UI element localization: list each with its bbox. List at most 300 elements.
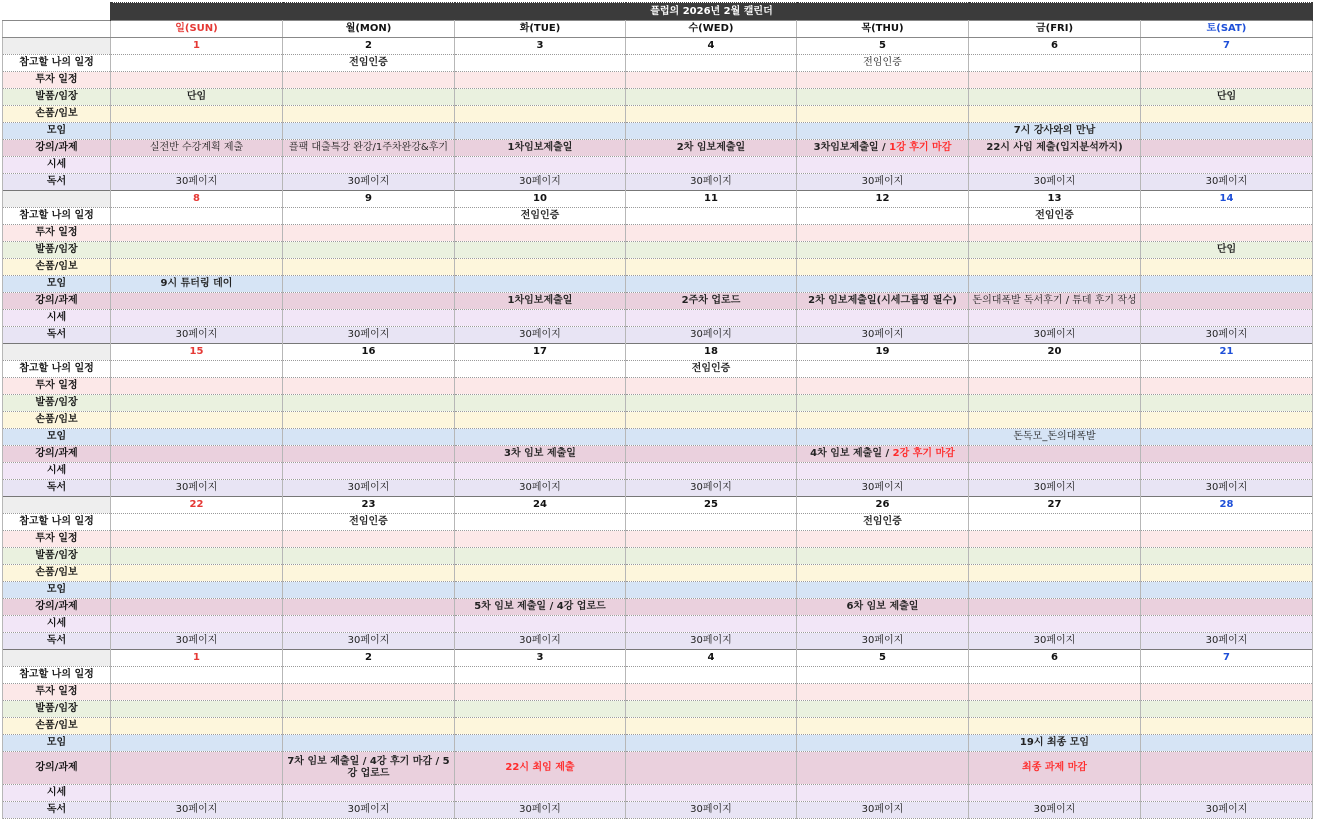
- schedule-cell[interactable]: [626, 684, 797, 701]
- schedule-cell[interactable]: [626, 55, 797, 72]
- schedule-cell[interactable]: [111, 412, 283, 429]
- schedule-cell[interactable]: [797, 225, 969, 242]
- schedule-cell[interactable]: 30페이지: [1141, 633, 1313, 650]
- schedule-cell[interactable]: [797, 140, 969, 157]
- schedule-cell[interactable]: [283, 718, 455, 735]
- schedule-cell[interactable]: 실전반 수강계획 제출: [111, 140, 283, 157]
- schedule-cell[interactable]: [1141, 565, 1313, 582]
- schedule-cell[interactable]: [626, 548, 797, 565]
- schedule-cell[interactable]: [111, 599, 283, 616]
- schedule-cell[interactable]: [797, 735, 969, 752]
- date-cell[interactable]: 26: [797, 497, 969, 514]
- schedule-cell[interactable]: [1141, 718, 1313, 735]
- date-cell[interactable]: 21: [1141, 344, 1313, 361]
- schedule-cell[interactable]: 1차임보제출일: [455, 293, 626, 310]
- schedule-cell[interactable]: [969, 242, 1141, 259]
- schedule-cell[interactable]: 2주차 업로드: [626, 293, 797, 310]
- schedule-cell[interactable]: [283, 463, 455, 480]
- schedule-cell[interactable]: [797, 429, 969, 446]
- schedule-cell[interactable]: [455, 463, 626, 480]
- schedule-cell[interactable]: [797, 565, 969, 582]
- schedule-cell[interactable]: [1141, 208, 1313, 225]
- schedule-cell[interactable]: [969, 463, 1141, 480]
- date-cell[interactable]: 2: [283, 38, 455, 55]
- schedule-cell[interactable]: [1141, 599, 1313, 616]
- schedule-cell[interactable]: [626, 616, 797, 633]
- schedule-cell[interactable]: [1141, 225, 1313, 242]
- schedule-cell[interactable]: 9시 튜터링 데이: [111, 276, 283, 293]
- schedule-cell[interactable]: [1141, 395, 1313, 412]
- schedule-cell[interactable]: [1141, 514, 1313, 531]
- schedule-cell[interactable]: 30페이지: [111, 174, 283, 191]
- schedule-cell[interactable]: 2차 임보제출일(시세그룹핑 필수): [797, 293, 969, 310]
- schedule-cell[interactable]: [1141, 310, 1313, 327]
- date-cell[interactable]: 1: [111, 38, 283, 55]
- date-cell[interactable]: 5: [797, 38, 969, 55]
- schedule-cell[interactable]: [626, 259, 797, 276]
- schedule-cell[interactable]: [283, 548, 455, 565]
- schedule-cell[interactable]: 30페이지: [1141, 802, 1313, 819]
- schedule-cell[interactable]: [455, 72, 626, 89]
- schedule-cell[interactable]: [1141, 378, 1313, 395]
- schedule-cell[interactable]: [969, 378, 1141, 395]
- schedule-cell[interactable]: [626, 276, 797, 293]
- date-cell[interactable]: 11: [626, 191, 797, 208]
- schedule-cell[interactable]: [969, 55, 1141, 72]
- date-cell[interactable]: 25: [626, 497, 797, 514]
- schedule-cell[interactable]: [455, 582, 626, 599]
- date-cell[interactable]: 1: [111, 650, 283, 667]
- schedule-cell[interactable]: 30페이지: [1141, 480, 1313, 497]
- schedule-cell[interactable]: [283, 157, 455, 174]
- schedule-cell[interactable]: [626, 531, 797, 548]
- schedule-cell[interactable]: [797, 259, 969, 276]
- schedule-cell[interactable]: 30페이지: [455, 633, 626, 650]
- schedule-cell[interactable]: [797, 582, 969, 599]
- date-cell[interactable]: 5: [797, 650, 969, 667]
- schedule-cell[interactable]: 단임: [1141, 89, 1313, 106]
- schedule-cell[interactable]: [969, 684, 1141, 701]
- schedule-cell[interactable]: [626, 310, 797, 327]
- date-cell[interactable]: 9: [283, 191, 455, 208]
- schedule-cell[interactable]: [1141, 293, 1313, 310]
- schedule-cell[interactable]: [797, 616, 969, 633]
- schedule-cell[interactable]: [626, 242, 797, 259]
- schedule-cell[interactable]: [283, 667, 455, 684]
- date-cell[interactable]: 15: [111, 344, 283, 361]
- schedule-cell[interactable]: [1141, 616, 1313, 633]
- schedule-cell[interactable]: [1141, 735, 1313, 752]
- schedule-cell[interactable]: [969, 259, 1141, 276]
- schedule-cell[interactable]: 30페이지: [797, 327, 969, 344]
- schedule-cell[interactable]: [969, 667, 1141, 684]
- schedule-cell[interactable]: [455, 276, 626, 293]
- schedule-cell[interactable]: [283, 361, 455, 378]
- schedule-cell[interactable]: [1141, 412, 1313, 429]
- schedule-cell[interactable]: [969, 225, 1141, 242]
- schedule-cell[interactable]: [455, 616, 626, 633]
- schedule-cell[interactable]: [111, 667, 283, 684]
- schedule-cell[interactable]: [455, 684, 626, 701]
- schedule-cell[interactable]: [455, 242, 626, 259]
- schedule-cell[interactable]: [455, 89, 626, 106]
- schedule-cell[interactable]: [111, 293, 283, 310]
- schedule-cell[interactable]: [111, 395, 283, 412]
- schedule-cell[interactable]: [111, 684, 283, 701]
- schedule-cell[interactable]: [283, 684, 455, 701]
- schedule-cell[interactable]: [111, 582, 283, 599]
- schedule-cell[interactable]: [797, 463, 969, 480]
- schedule-cell[interactable]: [455, 310, 626, 327]
- schedule-cell[interactable]: [455, 361, 626, 378]
- schedule-cell[interactable]: [1141, 752, 1313, 785]
- date-cell[interactable]: 14: [1141, 191, 1313, 208]
- schedule-cell[interactable]: [283, 310, 455, 327]
- schedule-cell[interactable]: [626, 582, 797, 599]
- schedule-cell[interactable]: [455, 565, 626, 582]
- schedule-cell[interactable]: [283, 565, 455, 582]
- schedule-cell[interactable]: [797, 361, 969, 378]
- schedule-cell[interactable]: [626, 157, 797, 174]
- schedule-cell[interactable]: [283, 276, 455, 293]
- schedule-cell[interactable]: 19시 최종 모임: [969, 735, 1141, 752]
- schedule-cell[interactable]: [797, 412, 969, 429]
- schedule-cell[interactable]: [969, 89, 1141, 106]
- date-cell[interactable]: 10: [455, 191, 626, 208]
- schedule-cell[interactable]: 전임인증: [455, 208, 626, 225]
- schedule-cell[interactable]: [283, 72, 455, 89]
- schedule-cell[interactable]: [969, 72, 1141, 89]
- schedule-cell[interactable]: [1141, 701, 1313, 718]
- schedule-cell[interactable]: [455, 514, 626, 531]
- schedule-cell[interactable]: [797, 785, 969, 802]
- schedule-cell[interactable]: [283, 395, 455, 412]
- schedule-cell[interactable]: [1141, 259, 1313, 276]
- schedule-cell[interactable]: [797, 684, 969, 701]
- schedule-cell[interactable]: [1141, 361, 1313, 378]
- schedule-cell[interactable]: 30페이지: [283, 327, 455, 344]
- schedule-cell[interactable]: 30페이지: [626, 802, 797, 819]
- schedule-cell[interactable]: [626, 123, 797, 140]
- schedule-cell[interactable]: [969, 412, 1141, 429]
- schedule-cell[interactable]: [626, 89, 797, 106]
- schedule-cell[interactable]: [797, 242, 969, 259]
- schedule-cell[interactable]: [455, 548, 626, 565]
- date-cell[interactable]: 20: [969, 344, 1141, 361]
- date-cell[interactable]: 18: [626, 344, 797, 361]
- schedule-cell[interactable]: [797, 310, 969, 327]
- schedule-cell[interactable]: [797, 123, 969, 140]
- schedule-cell[interactable]: [969, 157, 1141, 174]
- schedule-cell[interactable]: 돈의대폭발 독서후기 / 튜데 후기 작성: [969, 293, 1141, 310]
- schedule-cell[interactable]: 30페이지: [969, 633, 1141, 650]
- schedule-cell[interactable]: [969, 599, 1141, 616]
- schedule-cell[interactable]: [111, 123, 283, 140]
- schedule-cell[interactable]: [1141, 123, 1313, 140]
- schedule-cell[interactable]: [969, 718, 1141, 735]
- schedule-cell[interactable]: 전임인증: [797, 55, 969, 72]
- schedule-cell[interactable]: 30페이지: [111, 633, 283, 650]
- schedule-cell[interactable]: [626, 599, 797, 616]
- schedule-cell[interactable]: [1141, 684, 1313, 701]
- schedule-cell[interactable]: [626, 463, 797, 480]
- schedule-cell[interactable]: [111, 106, 283, 123]
- schedule-cell[interactable]: [626, 785, 797, 802]
- schedule-cell[interactable]: 30페이지: [626, 480, 797, 497]
- schedule-cell[interactable]: [797, 395, 969, 412]
- schedule-cell[interactable]: 30페이지: [969, 174, 1141, 191]
- schedule-cell[interactable]: [626, 412, 797, 429]
- schedule-cell[interactable]: 1차임보제출일: [455, 140, 626, 157]
- schedule-cell[interactable]: [626, 514, 797, 531]
- schedule-cell[interactable]: [1141, 72, 1313, 89]
- schedule-cell[interactable]: 30페이지: [455, 174, 626, 191]
- schedule-cell[interactable]: [1141, 463, 1313, 480]
- schedule-cell[interactable]: [455, 412, 626, 429]
- schedule-cell[interactable]: [626, 446, 797, 463]
- schedule-cell[interactable]: 30페이지: [455, 802, 626, 819]
- schedule-cell[interactable]: [283, 412, 455, 429]
- schedule-cell[interactable]: 30페이지: [111, 480, 283, 497]
- date-cell[interactable]: 12: [797, 191, 969, 208]
- schedule-cell[interactable]: [1141, 55, 1313, 72]
- schedule-cell[interactable]: 22시 사임 제출(입지분석까지): [969, 140, 1141, 157]
- schedule-cell[interactable]: 30페이지: [797, 480, 969, 497]
- schedule-cell[interactable]: 단임: [111, 89, 283, 106]
- date-cell[interactable]: 3: [455, 38, 626, 55]
- schedule-cell[interactable]: [111, 565, 283, 582]
- schedule-cell[interactable]: [1141, 785, 1313, 802]
- schedule-cell[interactable]: [1141, 157, 1313, 174]
- schedule-cell[interactable]: [797, 667, 969, 684]
- schedule-cell[interactable]: [797, 106, 969, 123]
- schedule-cell[interactable]: [1141, 429, 1313, 446]
- schedule-cell[interactable]: [111, 446, 283, 463]
- date-cell[interactable]: 17: [455, 344, 626, 361]
- schedule-cell[interactable]: [455, 123, 626, 140]
- schedule-cell[interactable]: 전임인증: [969, 208, 1141, 225]
- schedule-cell[interactable]: [969, 395, 1141, 412]
- date-cell[interactable]: 7: [1141, 38, 1313, 55]
- schedule-cell[interactable]: 30페이지: [283, 480, 455, 497]
- date-cell[interactable]: 24: [455, 497, 626, 514]
- schedule-cell[interactable]: [969, 701, 1141, 718]
- date-cell[interactable]: 13: [969, 191, 1141, 208]
- schedule-cell[interactable]: 최종 과제 마감: [969, 752, 1141, 785]
- schedule-cell[interactable]: [969, 446, 1141, 463]
- schedule-cell[interactable]: [283, 446, 455, 463]
- schedule-cell[interactable]: [626, 718, 797, 735]
- schedule-cell[interactable]: [969, 276, 1141, 293]
- schedule-cell[interactable]: 30페이지: [111, 327, 283, 344]
- schedule-cell[interactable]: [797, 548, 969, 565]
- schedule-cell[interactable]: 22시 최임 제출: [455, 752, 626, 785]
- schedule-cell[interactable]: [455, 429, 626, 446]
- schedule-cell[interactable]: 전임인증: [797, 514, 969, 531]
- schedule-cell[interactable]: [797, 157, 969, 174]
- schedule-cell[interactable]: [455, 55, 626, 72]
- schedule-cell[interactable]: [626, 565, 797, 582]
- schedule-cell[interactable]: [455, 667, 626, 684]
- schedule-cell[interactable]: [797, 89, 969, 106]
- date-cell[interactable]: 7: [1141, 650, 1313, 667]
- schedule-cell[interactable]: [111, 429, 283, 446]
- schedule-cell[interactable]: [455, 106, 626, 123]
- schedule-cell[interactable]: [111, 361, 283, 378]
- schedule-cell[interactable]: 30페이지: [797, 174, 969, 191]
- schedule-cell[interactable]: [626, 752, 797, 785]
- schedule-cell[interactable]: [626, 225, 797, 242]
- schedule-cell[interactable]: [969, 582, 1141, 599]
- schedule-cell[interactable]: [111, 225, 283, 242]
- schedule-cell[interactable]: 30페이지: [797, 633, 969, 650]
- schedule-cell[interactable]: 30페이지: [626, 174, 797, 191]
- schedule-cell[interactable]: [111, 531, 283, 548]
- schedule-cell[interactable]: [283, 582, 455, 599]
- schedule-cell[interactable]: [626, 735, 797, 752]
- schedule-cell[interactable]: [111, 157, 283, 174]
- schedule-cell[interactable]: [111, 378, 283, 395]
- schedule-cell[interactable]: 5차 임보 제출일 / 4강 업로드: [455, 599, 626, 616]
- date-cell[interactable]: 23: [283, 497, 455, 514]
- schedule-cell[interactable]: [969, 514, 1141, 531]
- schedule-cell[interactable]: [283, 242, 455, 259]
- schedule-cell[interactable]: [283, 599, 455, 616]
- schedule-cell[interactable]: [283, 735, 455, 752]
- schedule-cell[interactable]: 7차 임보 제출일 / 4강 후기 마감 / 5강 업로드: [283, 752, 455, 785]
- schedule-cell[interactable]: 30페이지: [1141, 327, 1313, 344]
- schedule-cell[interactable]: [111, 310, 283, 327]
- schedule-cell[interactable]: [111, 718, 283, 735]
- schedule-cell[interactable]: [111, 55, 283, 72]
- date-cell[interactable]: 3: [455, 650, 626, 667]
- schedule-cell[interactable]: 30페이지: [1141, 174, 1313, 191]
- schedule-cell[interactable]: 30페이지: [455, 480, 626, 497]
- schedule-cell[interactable]: 30페이지: [283, 633, 455, 650]
- schedule-cell[interactable]: [969, 785, 1141, 802]
- schedule-cell[interactable]: [283, 259, 455, 276]
- schedule-cell[interactable]: [283, 123, 455, 140]
- schedule-cell[interactable]: [111, 548, 283, 565]
- schedule-cell[interactable]: [969, 361, 1141, 378]
- schedule-cell[interactable]: [455, 718, 626, 735]
- date-cell[interactable]: 8: [111, 191, 283, 208]
- schedule-cell[interactable]: [1141, 548, 1313, 565]
- schedule-cell[interactable]: 30페이지: [797, 802, 969, 819]
- schedule-cell[interactable]: [797, 752, 969, 785]
- schedule-cell[interactable]: [283, 701, 455, 718]
- schedule-cell[interactable]: [111, 735, 283, 752]
- schedule-cell[interactable]: [283, 616, 455, 633]
- date-cell[interactable]: 28: [1141, 497, 1313, 514]
- schedule-cell[interactable]: [797, 208, 969, 225]
- schedule-cell[interactable]: [1141, 531, 1313, 548]
- schedule-cell[interactable]: [283, 531, 455, 548]
- schedule-cell[interactable]: [797, 72, 969, 89]
- schedule-cell[interactable]: 전임인증: [283, 55, 455, 72]
- schedule-cell[interactable]: 30페이지: [969, 802, 1141, 819]
- schedule-cell[interactable]: [455, 531, 626, 548]
- schedule-cell[interactable]: 3차 임보 제출일: [455, 446, 626, 463]
- schedule-cell[interactable]: [455, 785, 626, 802]
- schedule-cell[interactable]: [1141, 667, 1313, 684]
- schedule-cell[interactable]: [283, 429, 455, 446]
- schedule-cell[interactable]: [797, 701, 969, 718]
- schedule-cell[interactable]: [626, 378, 797, 395]
- schedule-cell[interactable]: [283, 785, 455, 802]
- schedule-cell[interactable]: 전임인증: [283, 514, 455, 531]
- schedule-cell[interactable]: [797, 531, 969, 548]
- schedule-cell[interactable]: 30페이지: [111, 802, 283, 819]
- schedule-cell[interactable]: [111, 463, 283, 480]
- schedule-cell[interactable]: 30페이지: [626, 327, 797, 344]
- schedule-cell[interactable]: 30페이지: [969, 327, 1141, 344]
- schedule-cell[interactable]: [111, 752, 283, 785]
- schedule-cell[interactable]: [111, 242, 283, 259]
- schedule-cell[interactable]: [283, 208, 455, 225]
- schedule-cell[interactable]: 단임: [1141, 242, 1313, 259]
- date-cell[interactable]: 27: [969, 497, 1141, 514]
- schedule-cell[interactable]: [626, 395, 797, 412]
- schedule-cell[interactable]: [969, 531, 1141, 548]
- schedule-cell[interactable]: 7시 강사와의 만남: [969, 123, 1141, 140]
- date-cell[interactable]: 16: [283, 344, 455, 361]
- schedule-cell[interactable]: [455, 225, 626, 242]
- schedule-cell[interactable]: [111, 72, 283, 89]
- schedule-cell[interactable]: [626, 208, 797, 225]
- schedule-cell[interactable]: [1141, 582, 1313, 599]
- schedule-cell[interactable]: [455, 157, 626, 174]
- schedule-cell[interactable]: [626, 72, 797, 89]
- schedule-cell[interactable]: [283, 106, 455, 123]
- schedule-cell[interactable]: 2차 임보제출일: [626, 140, 797, 157]
- schedule-cell[interactable]: [1141, 276, 1313, 293]
- schedule-cell[interactable]: [455, 378, 626, 395]
- schedule-cell[interactable]: [455, 735, 626, 752]
- schedule-cell[interactable]: [626, 701, 797, 718]
- date-cell[interactable]: 6: [969, 38, 1141, 55]
- schedule-cell[interactable]: [283, 89, 455, 106]
- schedule-cell[interactable]: [1141, 446, 1313, 463]
- schedule-cell[interactable]: [1141, 106, 1313, 123]
- schedule-cell[interactable]: [626, 429, 797, 446]
- schedule-cell[interactable]: [797, 718, 969, 735]
- schedule-cell[interactable]: [455, 259, 626, 276]
- schedule-cell[interactable]: [797, 378, 969, 395]
- schedule-cell[interactable]: [455, 701, 626, 718]
- date-cell[interactable]: 2: [283, 650, 455, 667]
- schedule-cell[interactable]: [111, 785, 283, 802]
- schedule-cell[interactable]: 30페이지: [455, 327, 626, 344]
- schedule-cell[interactable]: [626, 106, 797, 123]
- schedule-cell[interactable]: 30페이지: [969, 480, 1141, 497]
- schedule-cell[interactable]: 30페이지: [283, 802, 455, 819]
- date-cell[interactable]: 19: [797, 344, 969, 361]
- schedule-cell[interactable]: 플팩 대출특강 완강/1주차완강&후기: [283, 140, 455, 157]
- schedule-cell[interactable]: [111, 616, 283, 633]
- schedule-cell[interactable]: [283, 225, 455, 242]
- schedule-cell[interactable]: [797, 446, 969, 463]
- schedule-cell[interactable]: 전임인증: [626, 361, 797, 378]
- schedule-cell[interactable]: [283, 293, 455, 310]
- schedule-cell[interactable]: [283, 378, 455, 395]
- schedule-cell[interactable]: [969, 548, 1141, 565]
- schedule-cell[interactable]: [1141, 140, 1313, 157]
- schedule-cell[interactable]: [111, 259, 283, 276]
- schedule-cell[interactable]: [797, 276, 969, 293]
- date-cell[interactable]: 22: [111, 497, 283, 514]
- schedule-cell[interactable]: [111, 514, 283, 531]
